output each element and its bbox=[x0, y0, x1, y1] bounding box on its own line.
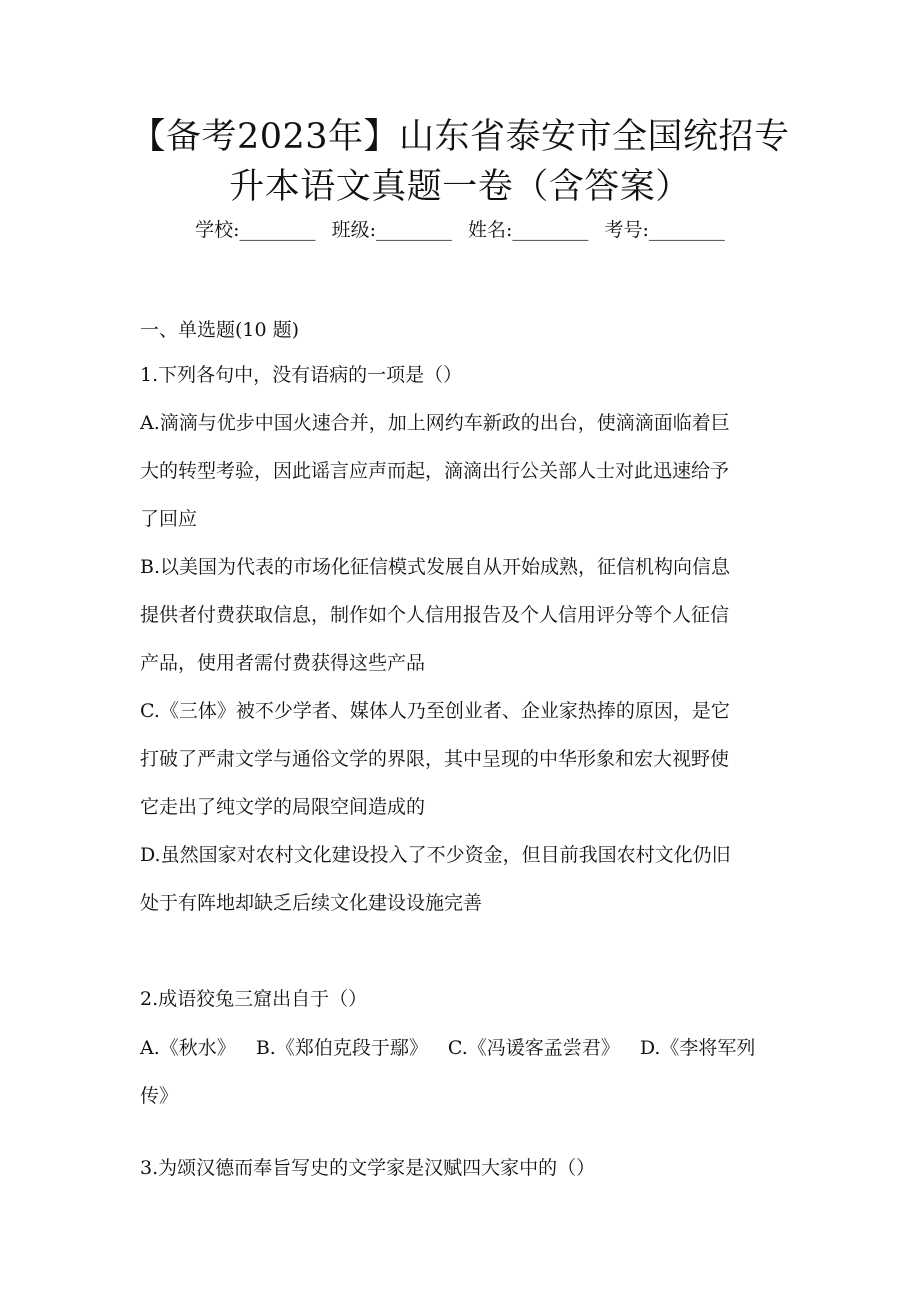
question-2-option-c: C.《冯谖客孟尝君》 bbox=[447, 1037, 620, 1059]
name-field: 姓名:________ bbox=[468, 219, 589, 241]
question-1-option-c-line-2: 打破了严肃文学与通俗文学的界限，其中呈现的中华形象和宏大视野使 bbox=[140, 748, 730, 770]
question-2-option-b: B.《郑伯克段于鄢》 bbox=[255, 1037, 428, 1059]
question-2-option-d: D.《李将军列 bbox=[639, 1037, 756, 1059]
exam-number-field: 考号:________ bbox=[604, 219, 725, 241]
question-1-option-a-line-1: A.滴滴与优步中国火速合并，加上网约车新政的出台，使滴滴面临着巨 bbox=[140, 412, 730, 434]
student-info-row bbox=[0, 215, 920, 245]
question-2-option-d-continuation: 传》 bbox=[140, 1085, 179, 1107]
question-2-option-a: A.《秋水》 bbox=[140, 1037, 236, 1059]
question-2-stem: 2.成语狡兔三窟出自于（） bbox=[140, 988, 368, 1010]
question-1-option-d-line-2: 处于有阵地却缺乏后续文化建设设施完善 bbox=[140, 892, 483, 914]
document-title-line-2: 升本语文真题一卷（含答案） bbox=[229, 167, 691, 207]
question-1-option-c-line-3: 它走出了纯文学的局限空间造成的 bbox=[140, 796, 426, 818]
section-heading: 一、单选题(10 题) bbox=[140, 319, 300, 341]
question-1-option-a-line-2: 大的转型考验，因此谣言应声而起，滴滴出行公关部人士对此迅速给予 bbox=[140, 460, 730, 482]
question-2-options bbox=[140, 1033, 790, 1063]
school-field: 学校:________ bbox=[195, 219, 316, 241]
question-1-option-a-line-3: 了回应 bbox=[140, 508, 198, 530]
question-1-option-b-line-2: 提供者付费获取信息，制作如个人信用报告及个人信用评分等个人征信 bbox=[140, 604, 730, 626]
question-1-option-b-line-3: 产品，使用者需付费获得这些产品 bbox=[140, 652, 426, 674]
question-1-option-c-line-1: C.《三体》被不少学者、媒体人乃至创业者、企业家热捧的原因，是它 bbox=[140, 700, 730, 722]
document-title-line-1: 【备考2023年】山东省泰安市全国统招专 bbox=[130, 117, 790, 157]
class-field: 班级:________ bbox=[331, 219, 452, 241]
question-3-stem: 3.为颂汉德而奉旨写史的文学家是汉赋四大家中的（） bbox=[140, 1157, 596, 1179]
question-1-stem: 1.下列各句中，没有语病的一项是（） bbox=[140, 364, 463, 386]
question-1-option-b-line-1: B.以美国为代表的市场化征信模式发展自从开始成熟，征信机构向信息 bbox=[140, 556, 731, 578]
question-1-option-d-line-1: D.虽然国家对农村文化建设投入了不少资金，但目前我国农村文化仍旧 bbox=[140, 844, 731, 866]
